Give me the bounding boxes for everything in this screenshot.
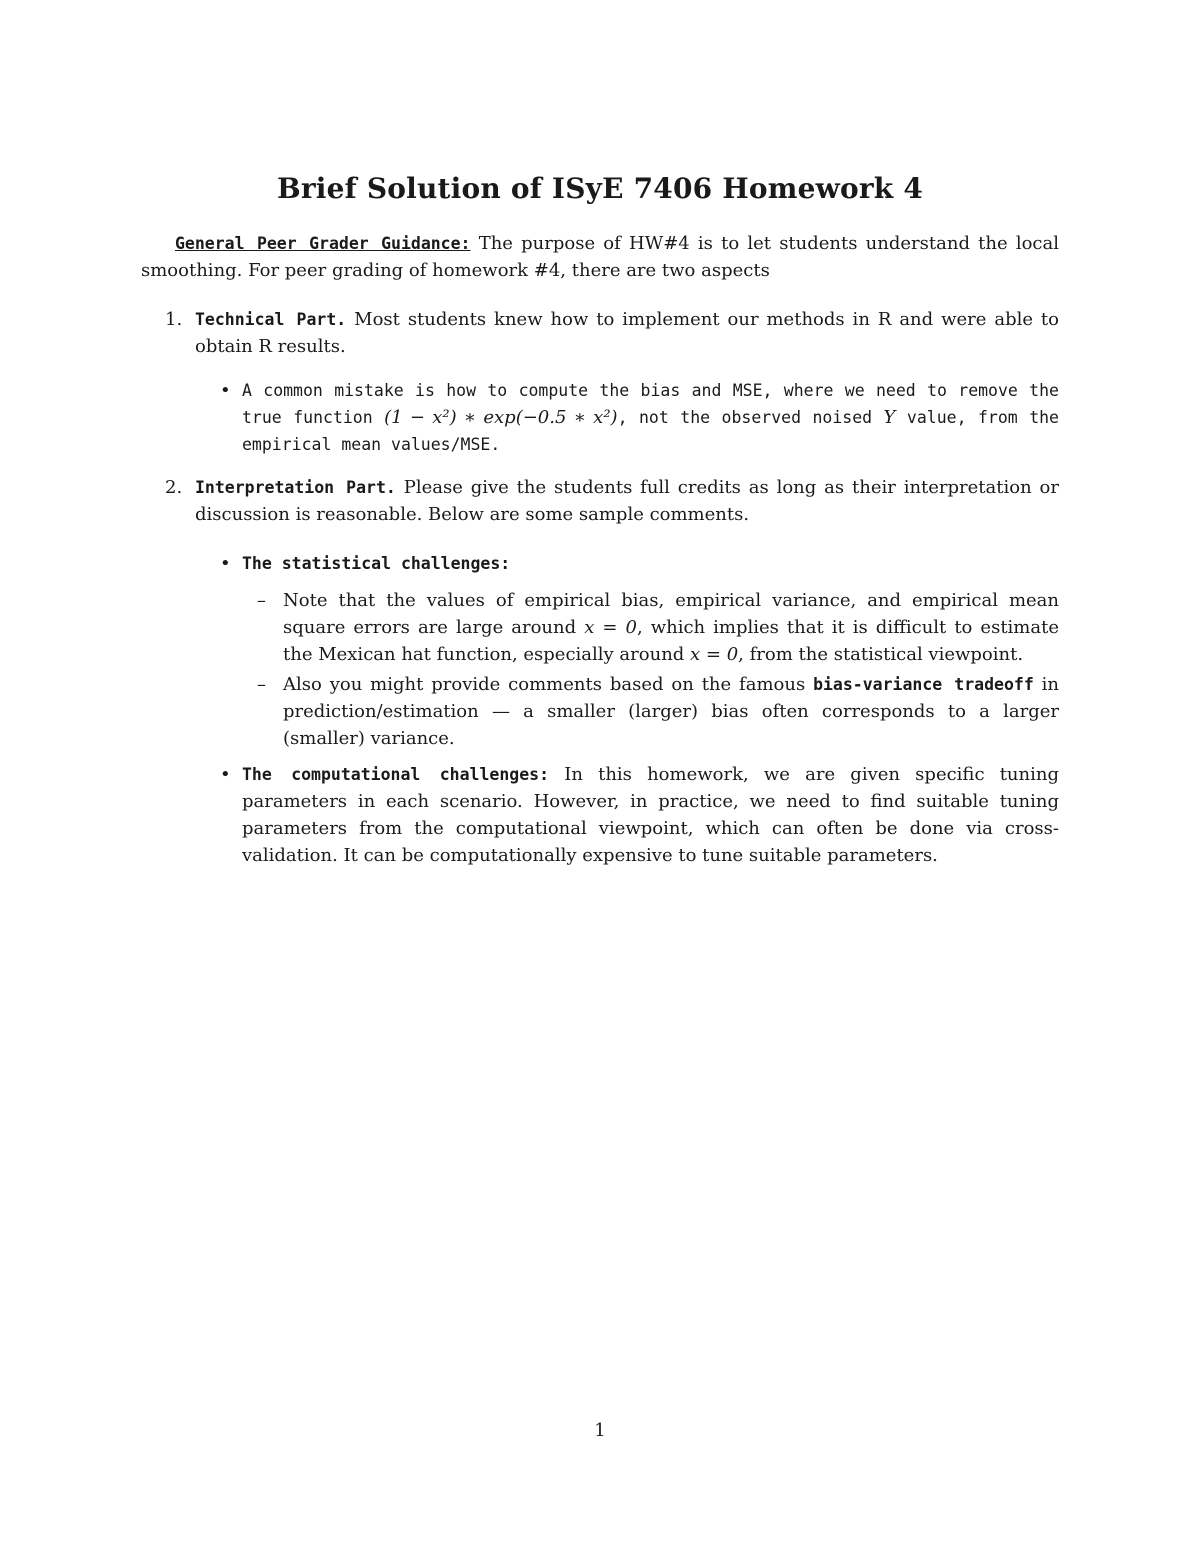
guidance-paragraph [141, 230, 1059, 284]
guidance-label: General Peer Grader Guidance: [175, 234, 471, 253]
item-interpretation-part [165, 474, 1059, 528]
bullet-computational-challenges [220, 761, 1059, 869]
sub-text-b: in prediction/estimation — a smaller (larger) bias often corresponds to a larger (smaller) variance. [283, 674, 1059, 749]
sub-item-empirical-values [257, 587, 1059, 668]
bullet-common-mistake [220, 377, 1059, 458]
bullet-heading: The statistical challenges: [242, 554, 511, 573]
document-title: Brief Solution of ISyE 7406 Homework 4 [276, 172, 924, 205]
item-text: Please give the students full credits as long as their interpretation or discussion is reasonable. Below are some sample comments. [195, 477, 1059, 525]
sub-text-c: , from the statistical viewpoint. [738, 644, 1024, 665]
bullet-heading: The computational challenges: [242, 765, 550, 784]
page-number: 1 [594, 1420, 606, 1441]
bullet-text-middle: , not the observed noised [617, 408, 884, 427]
math-x-equals-zero: x = 0 [690, 644, 739, 665]
item-text: Most students knew how to implement our methods in R and were able to obtain R results. [195, 309, 1059, 357]
bullet-dot-icon: • [220, 553, 231, 574]
bias-variance-term: bias-variance tradeoff [813, 675, 1034, 694]
bullet-dot-icon: • [220, 764, 231, 785]
sub-item-bias-variance [257, 671, 1059, 752]
item-number: 1. [165, 309, 183, 330]
true-function-formula: (1 − x²) ∗ exp(−0.5 ∗ x²) [384, 407, 618, 428]
sub-text-a: Note that the values of empirical bias, empirical variance, and empirical mean square errors are large around [283, 590, 1059, 638]
guidance-text: The purpose of HW#4 is to let students understand the local smoothing. For peer grading of homework #4, there are two aspects [141, 233, 1059, 281]
bullet-text-after: value, from the empirical mean values/MSE. [242, 408, 1059, 454]
sub-text-b: , which implies that it is difficult to estimate the Mexican hat function, especially around [283, 617, 1059, 665]
item-technical-part [165, 306, 1059, 360]
item-number: 2. [165, 477, 183, 498]
math-x-equals-zero: x = 0 [584, 617, 637, 638]
dash-icon: – [257, 674, 266, 695]
variable-y: Y [883, 407, 896, 428]
sub-text-a: Also you might provide comments based on the famous [283, 674, 814, 695]
item-heading: Interpretation Part. [195, 478, 396, 497]
bullet-dot-icon: • [220, 380, 231, 401]
item-heading: Technical Part. [195, 310, 347, 329]
dash-icon: – [257, 590, 266, 611]
bullet-statistical-challenges [220, 550, 1059, 577]
bullet-text: In this homework, we are given specific tuning parameters in each scenario. However, in practice, we need to find suitable tuning parameters from the computational viewpoint, which can often be done via cross-validation. It can be computationally expensive to tune suitable parameters. [242, 764, 1059, 866]
bullet-text-before: A common mistake is how to compute the bias and MSE, where we need to remove the true function [242, 381, 1059, 427]
